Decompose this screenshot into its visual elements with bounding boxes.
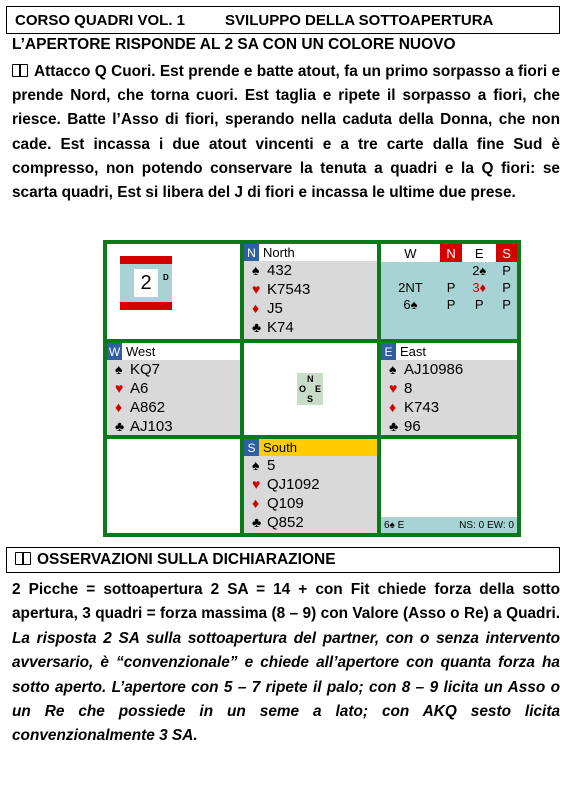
book-icon (12, 64, 28, 77)
north-clubs: K74 (267, 319, 294, 336)
bid: 2NT (398, 280, 423, 295)
west-diamonds: A862 (130, 399, 166, 416)
club-icon: ♣ (389, 418, 399, 434)
west-spades: KQ7 (130, 361, 161, 378)
observations-header-box (6, 547, 560, 573)
north-spades: 432 (267, 262, 293, 279)
bid: 3♦ (472, 280, 487, 295)
north-hearts: K7543 (267, 281, 311, 298)
bid: P (446, 280, 456, 295)
observations-italic: La risposta 2 SA sulla sottoapertura del partner, con o senza intervento avversario, è “convenzionale” e chiede all’apertore con quanta forza ha sotto aperto. L’apertore con 5 – 7 ripete il palo; con 8 – 9 licita un Asso o un Re che possiede in un seme a lato; con AKQ sesto licita convenzionalmente 3 SA. (12, 629, 560, 745)
bid: P (446, 297, 456, 312)
west-clubs: AJ103 (130, 418, 173, 435)
diamond-icon: ♦ (252, 300, 260, 316)
spade-icon: ♠ (252, 262, 260, 278)
bid: 6♠ (403, 297, 418, 312)
observations-bold: 2 Picche = sottoapertura 2 SA = 14 + con Fit chiede forza della sotto apertura, 3 quadri = forza massima (8 – 9) con Valore (Asso o Re) a Quadri. (12, 581, 560, 623)
board-number: 2 (134, 269, 158, 297)
play-paragraph (12, 60, 560, 205)
west-name: West (126, 344, 156, 359)
south-hand (244, 439, 377, 533)
bid: P (502, 280, 511, 295)
course-title: CORSO QUADRI VOL. 1 (15, 11, 186, 29)
north-hand (244, 244, 377, 339)
east-clubs: 96 (404, 418, 421, 435)
spade-icon: ♠ (115, 361, 123, 377)
diamond-icon: ♦ (389, 399, 397, 415)
contract-cell (381, 439, 517, 533)
south-seat-badge: S (244, 439, 259, 456)
club-icon: ♣ (252, 514, 262, 530)
auction-box (381, 244, 517, 339)
vulnerability-frame (120, 256, 172, 310)
auction-header-n: N (440, 244, 462, 262)
dealer-mark: D (163, 273, 169, 282)
bid: P (502, 297, 511, 312)
club-icon: ♣ (115, 418, 125, 434)
bid (440, 262, 462, 279)
diamond-icon: ♦ (115, 399, 123, 415)
heart-icon: ♥ (252, 476, 261, 492)
score: NS: 0 EW: 0 (459, 519, 514, 531)
compass-rose: N O E S (299, 374, 322, 404)
bid: 2♠ (472, 263, 487, 278)
club-icon: ♣ (252, 319, 262, 335)
auction-header-e: E (462, 244, 496, 262)
south-clubs: Q852 (267, 514, 304, 531)
heart-icon: ♥ (115, 380, 124, 396)
spade-icon: ♠ (389, 361, 397, 377)
south-hearts: QJ1092 (267, 476, 320, 493)
north-seat-badge: N (244, 244, 259, 261)
bid (381, 262, 440, 279)
south-spades: 5 (267, 457, 276, 474)
header-box (6, 6, 560, 34)
spade-icon: ♠ (252, 457, 260, 473)
heart-icon: ♥ (389, 380, 398, 396)
south-name: South (263, 440, 297, 455)
contract: 6♠ E (384, 519, 405, 531)
bridge-diagram (103, 240, 521, 537)
east-hearts: 8 (404, 380, 413, 397)
board-number-cell (107, 244, 240, 339)
compass-cell (244, 343, 377, 435)
observations-paragraph (12, 578, 560, 749)
south-diamonds: Q109 (267, 495, 304, 512)
north-diamonds: J5 (267, 300, 283, 317)
diamond-icon: ♦ (252, 495, 260, 511)
east-name: East (400, 344, 427, 359)
section-title: L’APERTORE RISPONDE AL 2 SA CON UN COLORE NUOVO (12, 36, 456, 53)
west-hearts: A6 (130, 380, 149, 397)
east-spades: AJ10986 (404, 361, 464, 378)
bid: P (502, 263, 511, 278)
west-seat-badge: W (108, 344, 121, 359)
auction-header-s: S (496, 244, 517, 262)
contract-footer (381, 517, 517, 533)
auction-header-w: W (381, 244, 440, 262)
play-text: Attacco Q Cuori. Est prende e batte atout, fa un primo sorpasso a fiori e prende Nord, che torna cuori. Est taglia e ripete il sorpasso a fiori, che riesce. Batte l’Asso di fiori, sperando nella caduta della Donna, che non cade. Est incassa i due atout vincenti e a tre carte dalla fine Sud è compresso, non potendo conservare la tenuta a quadri e la Q fiori: se scarta quadri, Est si libera del J di fiori e incassa le ultime due prese. (12, 63, 560, 202)
empty-cell (107, 439, 240, 533)
observations-title: OSSERVAZIONI SULLA DICHIARAZIONE (37, 551, 336, 568)
bid: P (474, 297, 484, 312)
east-seat-badge: E (381, 343, 396, 360)
heart-icon: ♥ (252, 281, 261, 297)
course-subtitle: SVILUPPO DELLA SOTTOAPERTURA (225, 11, 494, 29)
east-diamonds: K743 (404, 399, 440, 416)
east-hand (381, 343, 517, 435)
north-name: North (263, 245, 295, 260)
book-icon (15, 552, 31, 565)
west-hand (107, 343, 240, 435)
